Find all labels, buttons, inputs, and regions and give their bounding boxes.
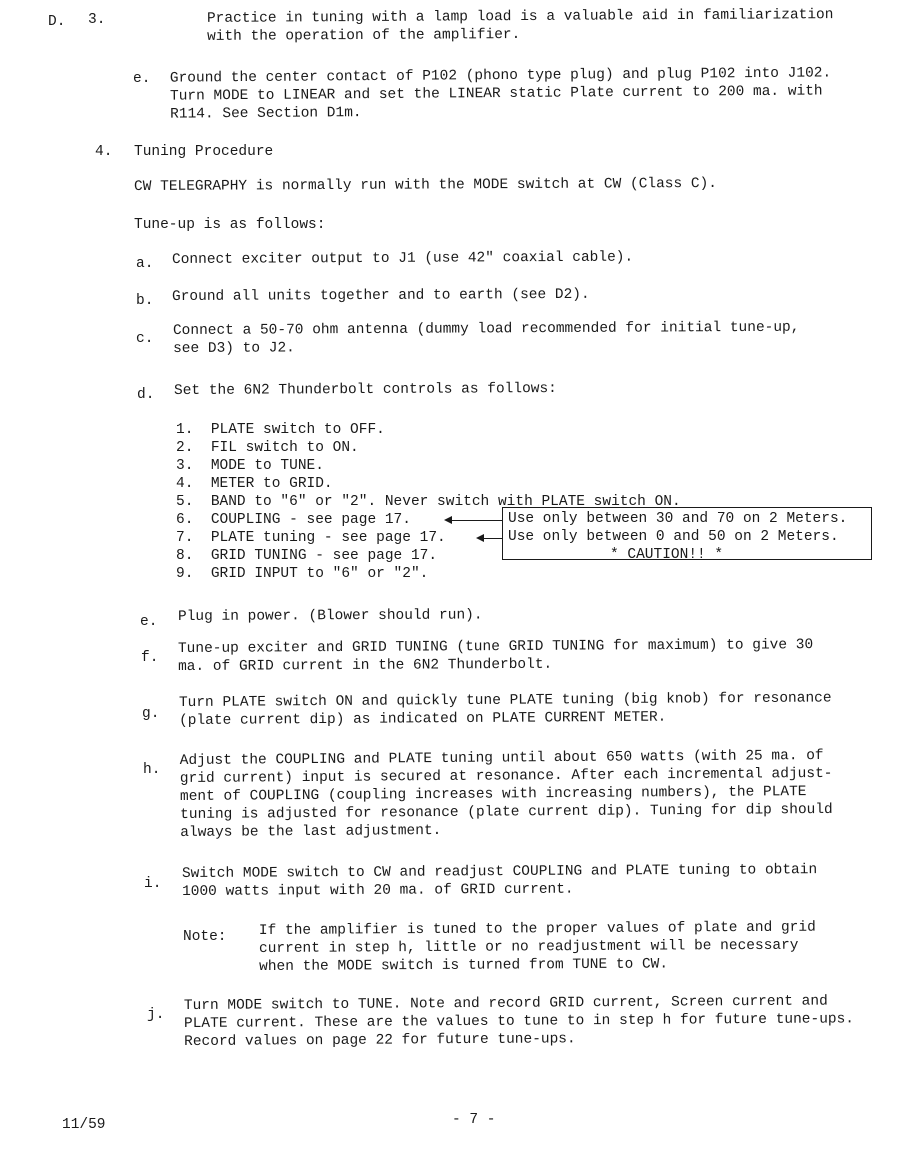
step-letter: b. <box>136 293 154 309</box>
caution-note-1: Use only between 30 and 70 on 2 Meters. <box>508 511 848 527</box>
step-letter: a. <box>136 256 154 272</box>
step-letter: e. <box>133 71 151 87</box>
arrow-line <box>482 538 502 539</box>
list-item: 3. MODE to TUNE. <box>176 458 324 474</box>
step-letter: f. <box>141 650 159 666</box>
text-line: always be the last adjustment. <box>180 822 442 841</box>
step-letter: h. <box>143 762 161 778</box>
section-number: 4. <box>95 144 113 160</box>
tuneup-intro: Tune-up is as follows: <box>134 217 326 233</box>
page-number: - 7 - <box>452 1112 496 1128</box>
step-text: Set the 6N2 Thunderbolt controls as follows: <box>173 380 557 399</box>
step-text: Ground all units together and to earth (see D2). <box>171 286 590 305</box>
text-line: when the MODE switch is turned from TUNE to CW. <box>259 956 669 975</box>
step-letter: i. <box>144 876 162 892</box>
step-letter: d. <box>137 387 155 403</box>
text-line: grid current) input is secured at resonance. After each incremental adjust- <box>179 765 833 788</box>
text-line: Tune-up exciter and GRID TUNING (tune GRID TUNING for maximum) to give 30 <box>177 637 814 657</box>
text-line: Turn MODE switch to TUNE. Note and record GRID current, Screen current and <box>183 993 828 1015</box>
step-text <box>178 636 813 676</box>
list-item: 1. PLATE switch to OFF. <box>176 422 385 438</box>
text-line: Record values on page 22 for future tune-ups. <box>184 1031 576 1050</box>
item-number: 3. <box>88 12 106 28</box>
step-text <box>180 747 833 842</box>
text-line: see D3) to J2. <box>173 340 295 357</box>
caution-label: * CAUTION!! * <box>610 547 724 563</box>
text-line: Practice in tuning with a lamp load is a valuable aid in familiarization <box>206 7 834 27</box>
text-line: (plate current dip) as indicated on PLATE CURRENT METER. <box>179 709 667 729</box>
step-letter: j. <box>147 1007 165 1023</box>
list-item: 9. GRID INPUT to "6" or "2". <box>176 566 429 582</box>
list-item: 4. METER to GRID. <box>176 476 333 492</box>
cw-paragraph: CW TELEGRAPHY is normally run with the MODE switch at CW (Class C). <box>133 175 718 195</box>
text-line: PLATE current. These are the values to tune to in step h for future tune-ups. <box>183 1011 855 1032</box>
text-line: If the amplifier is tuned to the proper values of plate and grid <box>258 919 816 940</box>
text-line: 1000 watts input with 20 ma. of GRID current. <box>182 881 574 900</box>
list-item: 8. GRID TUNING - see page 17. <box>176 548 438 564</box>
text-line: Turn PLATE switch ON and quickly tune PLATE tuning (big knob) for resonance <box>178 690 832 711</box>
note-label: Note: <box>183 929 227 945</box>
step-text <box>179 689 832 730</box>
note-text <box>259 919 816 976</box>
step-text <box>182 861 817 901</box>
step-text <box>173 319 800 358</box>
step-text <box>184 992 854 1051</box>
text-line: ment of COUPLING (coupling increases with increasing numbers), the PLATE <box>179 784 807 805</box>
text-line: ma. of GRID current in the 6N2 Thunderbolt. <box>178 656 553 675</box>
text-line: Adjust the COUPLING and PLATE tuning until about 650 watts (with 25 ma. of <box>179 747 824 770</box>
footer-date: 11/59 <box>62 1117 106 1133</box>
list-item: 5. BAND to "6" or "2". Never switch with PLATE switch ON. <box>176 494 681 510</box>
text-line: current in step h, little or no readjustment will be necessary <box>258 937 799 957</box>
step-letter: c. <box>136 331 154 347</box>
list-item: 7. PLATE tuning - see page 17. <box>176 530 446 546</box>
arrow-line <box>450 520 502 521</box>
section-title: Tuning Procedure <box>134 144 274 160</box>
arrow-left-icon <box>444 516 452 524</box>
step-letter: g. <box>142 706 160 722</box>
step-letter: e. <box>140 614 158 630</box>
text-line: tuning is adjusted for resonance (plate current dip). Tuning for dip should <box>180 801 833 823</box>
caution-note-2: Use only between 0 and 50 on 2 Meters. <box>508 529 839 545</box>
step-text <box>170 64 832 123</box>
text-line: R114. See Section D1m. <box>170 105 362 123</box>
arrow-left-icon <box>476 534 484 542</box>
intro-paragraph <box>207 6 834 46</box>
step-text: Connect exciter output to J1 (use 42" coaxial cable). <box>171 249 634 268</box>
step-text: Plug in power. (Blower should run). <box>177 607 483 625</box>
text-line: Turn MODE to LINEAR and set the LINEAR static Plate current to 200 ma. with <box>169 83 823 105</box>
list-item: 2. FIL switch to ON. <box>176 440 359 456</box>
text-line: Connect a 50-70 ohm antenna (dummy load recommended for initial tune-up, <box>172 319 800 339</box>
text-line: Ground the center contact of P102 (phono type plug) and plug P102 into J102. <box>169 65 832 87</box>
text-line: with the operation of the amplifier. <box>207 26 521 45</box>
text-line: Switch MODE switch to CW and readjust COUPLING and PLATE tuning to obtain <box>181 862 818 882</box>
list-item: 6. COUPLING - see page 17. <box>176 512 411 528</box>
section-label: D. <box>48 14 66 30</box>
